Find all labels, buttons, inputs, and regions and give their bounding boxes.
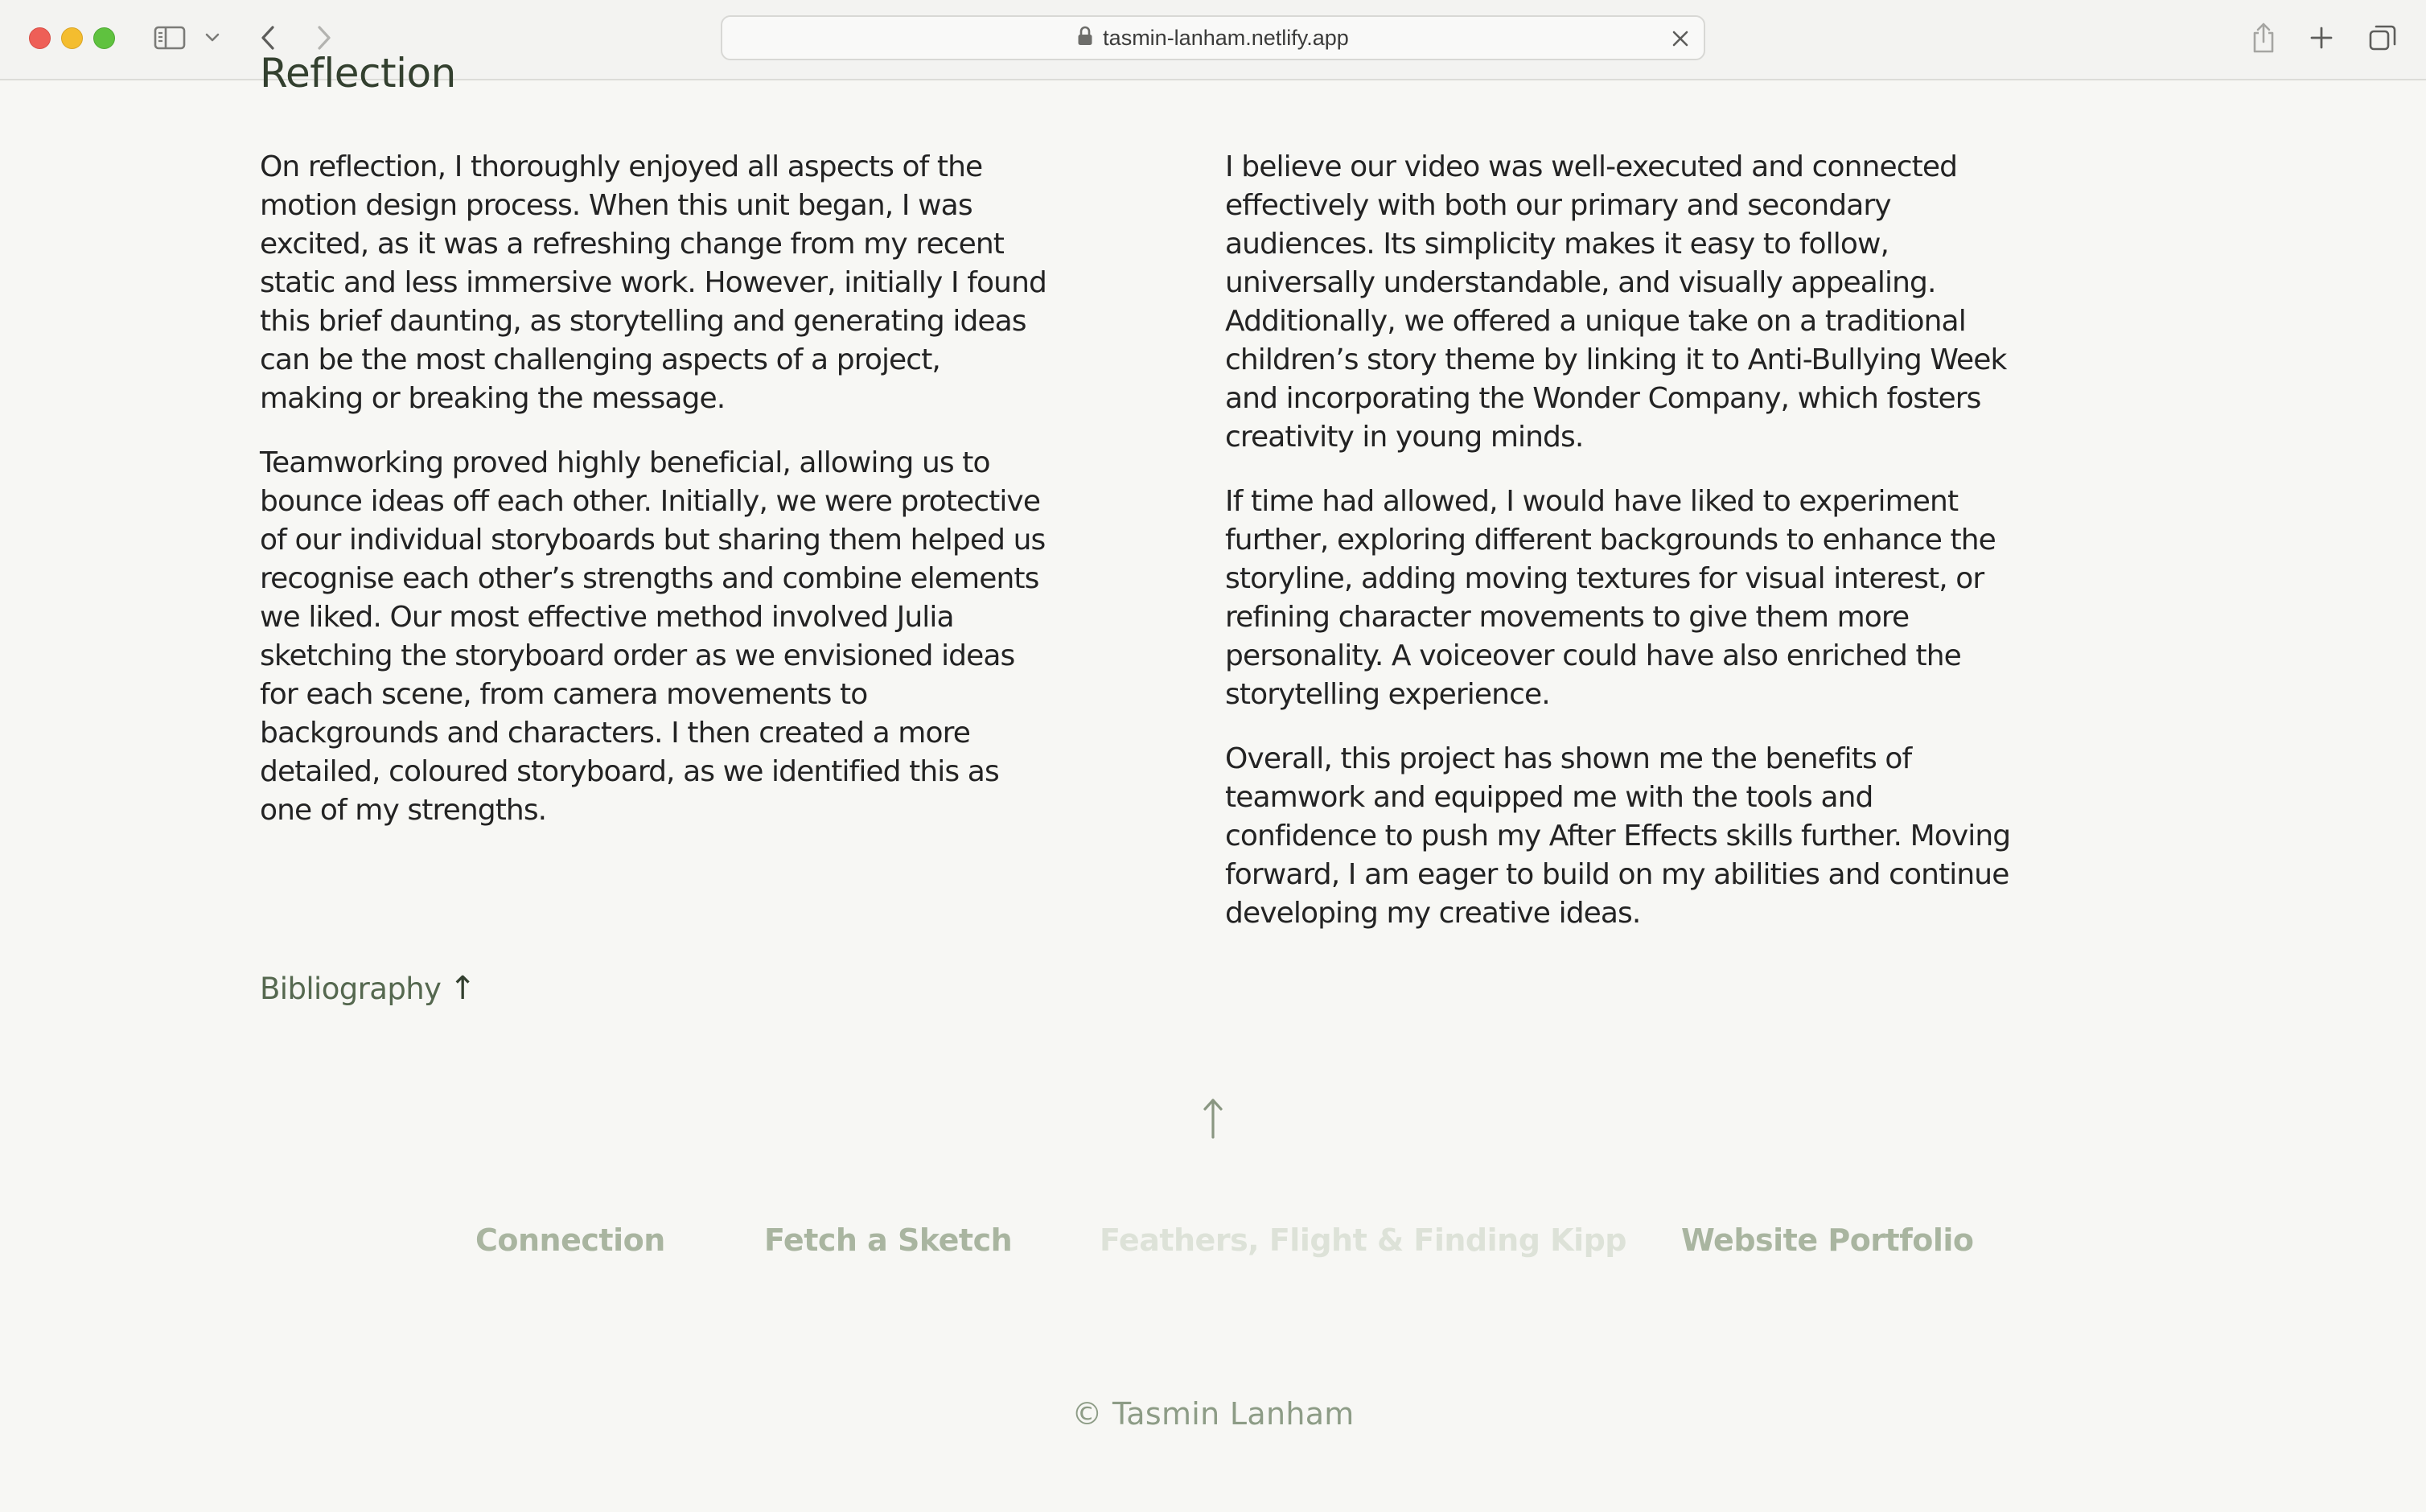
arrow-up-icon: ↑ [449,970,476,1007]
reflection-paragraph: If time had allowed, I would have liked to experiment further, exploring different backgrounds to enhance the storyline, adding moving textures for visual interest, or refining character movements to give them more personality. A voiceover could have also enriched the storytelling experience. [1225,485,1996,711]
project-nav [0,1222,2426,1271]
minimize-window-button[interactable] [61,27,83,49]
url-text: tasmin-lanham.netlify.app [1103,25,1349,50]
plus-icon[interactable] [2307,19,2336,56]
nav-link-website-portfolio[interactable]: Website Portfolio [1681,1222,1974,1258]
bibliography-link[interactable] [260,970,475,1007]
chevron-down-icon[interactable] [203,19,222,56]
reflection-paragraph: On reflection, I thoroughly enjoyed all aspects of the motion design process. When this unit began, I was excited, as it was a refreshing change from my recent static and less immersive work. However, initially I found this brief daunting, as storytelling and generating ideas can be the most challenging aspects of a project, making or breaking the message. [260,150,1046,415]
reflection-right-column [1225,148,2013,959]
footer-copyright: © Tasmin Lanham [1071,1396,1355,1432]
sidebar-icon[interactable] [151,19,188,56]
reflection-left-column [260,148,1048,856]
reflection-paragraph: Overall, this project has shown me the benefits of teamwork and equipped me with the tools and confidence to push my After Effects skills further. Moving forward, I am eager to build on my abilities and continue developing my creative ideas. [1225,742,2011,930]
tabs-icon[interactable] [2366,19,2399,56]
share-icon[interactable] [2249,19,2278,56]
lock-icon [1077,26,1093,50]
address-bar[interactable] [721,15,1705,60]
close-icon[interactable] [1668,27,1692,51]
nav-link-fetch-a-sketch[interactable]: Fetch a Sketch [764,1222,1013,1258]
reflection-paragraph: Teamworking proved highly beneficial, allowing us to bounce ideas off each other. Initially, we were protective of our individual storyboards but sharing them helped us recognise each other’s strengths and combine elements we liked. Our most effective method involved Julia sketching the storyboard order as we envisioned ideas for each scene, from camera movements to backgrounds and characters. I then created a more detailed, coloured storyboard, as we identified this as one of my strengths. [260,446,1046,827]
section-title: Reflection [260,50,456,97]
reflection-paragraph: I believe our video was well-executed and connected effectively with both our primary and secondary audiences. Its simplicity makes it easy to follow, universally understandable, and visually appealing. Additionally, we offered a unique take on a traditional children’s story theme by linking it to Anti-Bullying Week and incorporating the Wonder Company, which fosters creativity in young minds. [1225,150,2007,454]
zoom-window-button[interactable] [93,27,115,49]
close-window-button[interactable] [29,27,51,49]
page-content [0,50,2426,1512]
back-to-top-icon[interactable] [1195,1095,1231,1140]
nav-link-connection[interactable]: Connection [475,1222,665,1258]
nav-link-feathers-flight-finding-kipp[interactable]: Feathers, Flight & Finding Kipp [1100,1222,1626,1258]
bibliography-label: Bibliography [260,971,442,1006]
